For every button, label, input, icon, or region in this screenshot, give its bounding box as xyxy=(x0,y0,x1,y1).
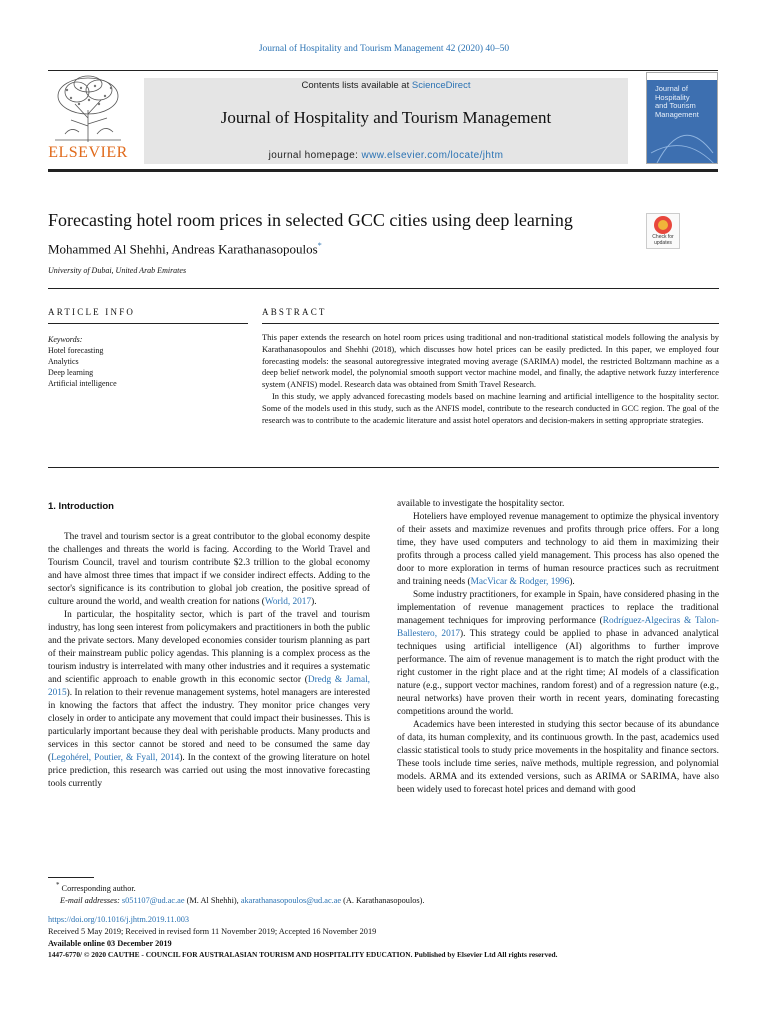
body-text: The travel and tourism sector is a great contributor to the global economy despite the challenges and threats the world is facing. According to the World Travel and Tourism Council, travel and tourism contribute $2.3 trillion to the global economy and have almost three times that impact if we consider indirect effects. Adding to the sector's significance is its contribution to global job creation, the positive spread of culture around the world, and wealth creation for nations ( xyxy=(48,532,370,607)
body-paragraph: available to investigate the hospitality sector. xyxy=(397,499,565,509)
contents-prefix: Contents lists available at xyxy=(301,80,412,91)
body-column-left xyxy=(48,498,370,791)
check-updates-icon xyxy=(654,216,672,234)
copyright-line: 1447-6770/ © 2020 CAUTHE - COUNCIL FOR AUSTRALASIAN TOURISM AND HOSPITALITY EDUCATION. Published by Elsevier Ltd All rights reserved. xyxy=(48,950,558,960)
homepage-link[interactable]: www.elsevier.com/locate/jhtm xyxy=(361,150,504,161)
abstract-bottom-rule xyxy=(48,467,719,468)
email-owner: (A. Karathanasopoulos). xyxy=(341,895,425,905)
body-paragraph xyxy=(397,511,719,589)
cover-title-line: Journal of xyxy=(655,84,688,93)
keyword-item: Artificial intelligence xyxy=(48,379,117,388)
footnotes xyxy=(48,880,728,907)
affiliation: University of Dubai, United Arab Emirates xyxy=(48,266,187,275)
sciencedirect-link[interactable]: ScienceDirect xyxy=(411,80,471,91)
journal-citation[interactable] xyxy=(0,44,768,54)
article-title: Forecasting hotel room prices in selected GCC cities using deep learning xyxy=(48,210,573,230)
corresponding-text: Corresponding author. xyxy=(61,883,136,893)
abstract-underline xyxy=(262,323,719,324)
body-paragraph xyxy=(48,531,370,609)
abstract-paragraph: This paper extends the research on hotel room prices using traditional and non-traditional statistical models following the analysis by Karathanasopoulos and Shehhi (2018), which discusses how hotel prices can be easily predicted. In this paper, we employed four forecasting models: the seasonal autoregressive integrated moving average (SARIMA) model, the restricted Boltzmann machine as a deep belief network model, the polynomial smooth support vector machine model, and finally, the adaptive network fuzzy interference system (ANFIS) model. Research data was obtained from Smith Travel Research. xyxy=(262,333,719,390)
contents-line xyxy=(144,80,628,91)
body-paragraph xyxy=(397,589,719,719)
body-text: In particular, the hospitality sector, which is part of the travel and tourism industry, has long seen interest from policymakers and practitioners in both the public and the private sectors. Many developed economies consider tourism planning as part of their mainstream public policy agendas. This planning is a complex process as the tourism industry is interrelated with many other industries and it requires a systematic and scientific approach to enable growth in this economic sector ( xyxy=(48,610,370,685)
email-label: E-mail addresses: xyxy=(60,895,122,905)
body-paragraph: Academics have been interested in studying this sector because of its abundance of data, its human complexity, and its continuous growth. In the past, academics used classic statistical tools to study price movements in the hospitality and finance sectors. These tools include time series, naïve methods, multiple regression, and polynomial models. ARMA and its extended versions, such as ARIMA or SARIMA, have also been widely used to forecast hotel prices and demand with good xyxy=(397,720,719,795)
citation-link[interactable]: World, 2017 xyxy=(264,597,312,607)
journal-title: Journal of Hospitality and Tourism Management xyxy=(220,108,552,127)
check-for-updates-badge[interactable] xyxy=(646,213,680,249)
email-link[interactable]: s051107@ud.ac.ae xyxy=(121,895,185,905)
keyword-item: Deep learning xyxy=(48,368,94,377)
body-text: ). In the context of the growing literature on hotel price prediction, this research was carried out using the most innovative forecasting tools currently xyxy=(48,753,370,789)
corresponding-footnote xyxy=(48,880,728,895)
body-text: ). In relation to their revenue management systems, hotel managers are interested in knowing the factors that affect the industry. They monitor price changes very closely in order to anticipate any movement that could impact their businesses. This is particularly important because they deal with perishable products. Many products and services in this sector cannot be stored and need to be consumed the same day ( xyxy=(48,688,370,763)
body-text: Some industry practitioners, for example in Spain, have considered phasing in the implementation of revenue management practices to replace the traditional management techniques for improving performance ( xyxy=(397,590,719,626)
body-paragraph xyxy=(48,609,370,791)
homepage-line xyxy=(144,150,628,161)
citation-link[interactable]: Rodríguez-Algeciras & Talon-Ballestero, 2017 xyxy=(397,616,719,639)
masthead-top-rule xyxy=(48,70,718,71)
received-dates: Received 5 May 2019; Received in revised form 11 November 2019; Accepted 16 November 2019 xyxy=(48,926,377,936)
body-text: ). xyxy=(311,597,317,607)
footnote-marker: * xyxy=(56,882,60,889)
abstract-heading: ABSTRACT xyxy=(262,307,327,317)
citation-link[interactable]: Dredg & Jamal, 2015 xyxy=(48,675,371,698)
elsevier-tree-icon xyxy=(51,74,125,144)
masthead-box xyxy=(144,78,628,164)
abstract-body xyxy=(262,332,719,426)
available-online: Available online 03 December 2019 xyxy=(48,938,172,948)
keyword-item: Analytics xyxy=(48,357,79,366)
body-text: ). This strategy could be applied to phase in advanced analytical techniques using artificial intelligence (AI) algorithms to further improve performance. The aim of revenue management is to match the right product with the right customer in the right place and at the right time; AI models of a classification nature (e.g., support vector machines, random forest) and of a regression nature (e.g., neural networks) have proven their worth in recent years, dominating forecasting competitions around the world. xyxy=(397,629,719,717)
cover-title-line: and Tourism xyxy=(655,101,696,110)
cover-top-strip xyxy=(647,73,717,80)
article-meta xyxy=(48,914,728,961)
article-info-underline xyxy=(48,323,248,324)
citation-link[interactable]: Legohérel, Poutier, & Fyall, 2014 xyxy=(51,753,180,763)
keywords-label: Keywords: xyxy=(48,335,83,344)
masthead-bottom-rule xyxy=(48,169,718,172)
email-link[interactable]: akarathanasopoulos@ud.ac.ae xyxy=(240,895,342,905)
homepage-label: journal homepage: xyxy=(268,150,362,161)
journal-cover[interactable] xyxy=(646,72,718,164)
journal-citation-link[interactable]: Journal of Hospitality and Tourism Management 42 (2020) 40–50 xyxy=(258,44,510,54)
body-text: Hoteliers have employed revenue management to optimize the physical inventory of their assets and maximize revenues and profits through price offers. For a long time, they have used computers and technology to aid them in maximizing their profits through a process called yield management. This process has also opened the door to more exploration in terms of human resource practices such as recruitment and training needs ( xyxy=(397,512,719,587)
cover-swirl-icon xyxy=(647,109,718,164)
authors-text: Mohammed Al Shehhi, Andreas Karathanasopoulos xyxy=(48,241,318,257)
keywords-block xyxy=(48,334,248,389)
citation-link[interactable]: MacVicar & Rodger, 1996 xyxy=(470,577,570,587)
body-column-right xyxy=(397,498,719,797)
elsevier-wordmark: ELSEVIER xyxy=(48,144,128,161)
email-footnote xyxy=(48,895,728,907)
check-updates-label: Check for updates xyxy=(652,234,674,246)
cover-title-line: Hospitality xyxy=(655,92,690,102)
introduction-heading: 1. Introduction xyxy=(48,501,114,512)
abstract-paragraph: In this study, we apply advanced forecasting models based on machine learning and artificial intelligence to the hospitality sector. Some of the models used in this study, such as the ANFIS model, contribute to the research conducted in GCC region. The goal of the research was to contribute to the academic literature and assist hotel operators and decision-makers in setting appropriate strategies. xyxy=(262,391,719,425)
keyword-item: Hotel forecasting xyxy=(48,346,104,355)
doi-link[interactable]: https://doi.org/10.1016/j.jhtm.2019.11.003 xyxy=(48,915,190,924)
article-info-heading: ARTICLE INFO xyxy=(48,307,136,317)
email-owner: (M. Al Shehhi), xyxy=(184,895,241,905)
corresponding-author-marker[interactable]: * xyxy=(317,241,322,250)
publisher-logo xyxy=(48,74,128,166)
footnote-rule xyxy=(48,877,94,878)
article-info-top-rule xyxy=(48,288,719,289)
body-text: ). xyxy=(569,577,575,587)
cover-title-line: Management xyxy=(655,109,699,119)
author-list xyxy=(48,241,322,257)
